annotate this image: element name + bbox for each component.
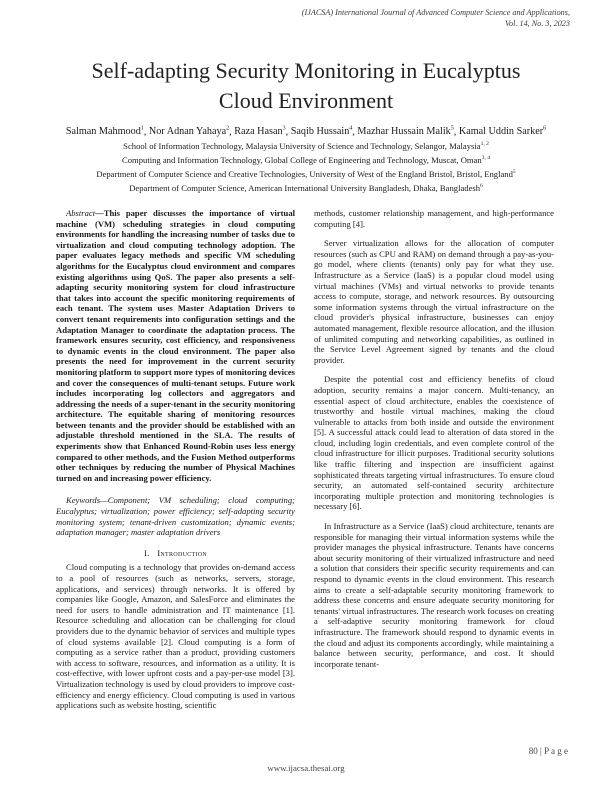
journal-header	[302, 8, 570, 29]
journal-volume: Vol. 14, No. 3, 2023	[504, 18, 570, 28]
section-heading: I. Introduction	[143, 547, 208, 558]
journal-url: www.ijacsa.thesai.org	[267, 763, 345, 773]
page-number: 80 | P a g e	[528, 746, 568, 756]
abstract-label: Abstract	[66, 208, 96, 218]
author-list: Salman Mahmood$^1$, Nor Adnan Yahaya$^2$, Raza Hasan$^3$, Saqib Hussain$^4$, Mazhar Hussain Malik$^5$, Kamal Uddin Sarker$^6$	[65, 126, 547, 138]
paragraph: Server virtualization allows for the allocation of computer resources (such as CPU and RAM) on demand through a pay-as-you-go model, where clients (tenants) only pay for what they use. Infrastructure as a Service (IaaS) is a popular cloud model using virtual machines (VMs) and virtual networks to provide tenants access to compute, storage, and network resources. By outsourcing some information systems through the virtual infrastructure on the cloud provider's physical infrastructure, businesses can enjoy automated management, flexible resource allocation, and the illusion of unlimited computing and networking capabilities, as outlined in the Service Level Agreement signed by tenants and the cloud provider.	[314, 238, 554, 365]
abstract: Abstract—This paper discusses the importance of virtual machine (VM) scheduling strategies in cloud computing environments for handling the increasing number of tasks due to virtualization and cloud computing technology adoption. The paper evaluates legacy methods and specific VM scheduling algorithms for the Eucalyptus cloud environment and compares existing algorithms using QoS. The paper also presents a self-adapting security monitoring system for cloud infrastructure that takes into account the specific monitoring requirements of each tenant. The system uses Master Adaptation Drivers to convert tenant requirements into configuration settings and the Adaptation Manager to coordinate the adaptation process. The framework ensures security, cost efficiency, and responsiveness to dynamic events in the cloud environment. The paper also presents the need for improvement in the current security monitoring platform to support more types of monitoring devices and cover the consequences of multi-tenant setups. Future work includes incorporating log collectors and aggregators and addressing the needs of a super-tenant in the security monitoring architecture. The equitable sharing of monitoring resources between tenants and the provider should be established with an adjustable threshold mentioned in the SLA. The results of experiments show that Enhanced Round-Robin uses less energy compared to other methods, and the Fusion Method outperforms other techniques by reducing the number of Physical Machines turned on and increasing power efficiency.	[56, 208, 296, 483]
author: Mazhar Hussain Malik$^5$	[357, 126, 454, 138]
abstract-text: This paper discusses the importance of virtual machine (VM) scheduling strategies in cloud computing environments for handling the increasing number of tasks due to virtualization and cloud computing technology adoption. The paper evaluates legacy methods and specific VM scheduling algorithms for the Eucalyptus cloud environment and compares existing algorithms using QoS. The paper also presents a self-adapting security monitoring system for cloud infrastructure that takes into account the specific monitoring requirements of each tenant. The system uses Master Adaptation Drivers to convert tenant requirements into configuration settings and the Adaptation Manager to coordinate the adaptation process. The framework ensures security, cost efficiency, and responsiveness to dynamic events in the cloud environment. The paper also presents the need for improvement in the current security monitoring platform to support more types of monitoring devices and cover the consequences of multi-tenant setups. Future work includes incorporating log collectors and aggregators and addressing the needs of a super-tenant in the security monitoring architecture. The equitable sharing of monitoring resources between tenants and the provider should be established with an adjustable threshold mentioned in the SLA. The results of experiments show that Enhanced Round-Robin uses less energy compared to other methods, and the Fusion Method outperforms other techniques by reducing the number of Physical Machines turned on and increasing power efficiency.	[56, 208, 296, 483]
author: Nor Adnan Yahaya$^2$	[148, 126, 230, 138]
title-line-1: Self-adapting Security Monitoring in Eucalyptus	[91, 58, 521, 83]
paragraph-continuation: methods, customer relationship management, and high-performance computing [4].	[314, 208, 554, 229]
affiliation: Department of Computer Science, American International University Bangladesh, Dhaka, Bangladesh$^6$	[129, 182, 483, 193]
affiliation: Computing and Information Technology, Global College of Engineering and Technology, Muscat, Oman$^{3, 4}$	[122, 154, 490, 165]
paper-title	[60, 56, 552, 116]
paragraph: In Infrastructure as a Service (IaaS) cloud architecture, tenants are responsible for managing their virtual information systems while the provider manages the physical infrastructure. Tenants have concerns about security monitoring of their virtualized infrastructure and need a solution that considers their specific security requirements and can respond to dynamic events in the cloud environment. This research aims to create a self-adaptable security monitoring framework to address these concerns and ensure adequate security monitoring for tenants' virtual infrastructures. The research work focuses on creating a self-adaptive security monitoring framework for cloud infrastructure. The framework should respond to dynamic events in the cloud and adjust its components accordingly, while maintaining a balance between security, performance, and cost. It should incorporate tenant-	[314, 521, 554, 669]
author: Salman Mahmood$^1$	[65, 126, 144, 138]
keywords-label: Keywords	[66, 495, 101, 506]
author: Raza Hasan$^3$	[234, 126, 286, 138]
author: Kamal Uddin Sarker$^6$	[458, 126, 547, 138]
keywords-text: Component; VM scheduling; cloud computing; Eucalyptus; virtualization; power efficiency; self-adapting security monitoring system; tenant-driven customization; dynamic events; adaptation manager; master adaptation drivers	[56, 495, 295, 538]
paragraph: Cloud computing is a technology that provides on-demand access to a pool of resources (such as networks, servers, storage, applications, and services) through networks. It is offered by companies like Google, Amazon, and SalesForce and eliminates the need for users to handle administration and IT maintenance [1]. Resource scheduling and allocation can be challenging for cloud providers due to the dynamic behavior of services and multiple types of cloud systems available [2]. Cloud computing is a form of computing as a service rather than a product, providing customers with access to software, resources, and information as a utility. It is cost-effective, with lower upfront costs and a pay-per-use model [3]. Virtualization technology is used by cloud providers to improve cost-efficiency and energy efficiency. Cloud computing is used in various applications such as website hosting, scientific	[56, 562, 295, 711]
paragraph: Despite the potential cost and efficiency benefits of cloud adoption, security remains a major concern. Multi-tenancy, an essential aspect of cloud architecture, enables the coexistence of trustworthy and hostile virtual machines, making the cloud vulnerable to attacks from both inside and outside the environment [5]. A successful attack could lead to alteration of data stored in the cloud, including login credentials, and even complete control of the cloud infrastructure for illicit purposes. Traditional security solutions like traffic filtering and inspection are insufficient against sophisticated threats targeting virtual infrastructures. To ensure cloud security, an automated self-contained security architecture incorporating multiple protection and monitoring technologies is necessary [6].	[314, 374, 554, 512]
keywords: Keywords—Component; VM scheduling; cloud computing; Eucalyptus; virtualization; power efficiency; self-adapting security monitoring system; tenant-driven customization; dynamic events; adaptation manager; master adaptation drivers	[56, 495, 295, 538]
section-title: Introduction	[157, 547, 208, 558]
affiliation-list	[20, 138, 592, 193]
affiliation: School of Information Technology, Malaysia University of Science and Technology, Selangor, Malaysia$^{1, 2}$	[123, 140, 489, 151]
journal-name: (IJACSA) International Journal of Advanced Computer Science and Applications,	[301, 8, 570, 17]
author: Saqib Hussain$^4$	[290, 126, 353, 138]
left-column	[56, 208, 295, 720]
affiliation: Department of Computer Science and Creative Technologies, University of West of the England Bristol, Bristol, England$^5$	[96, 168, 516, 179]
right-column	[314, 208, 554, 678]
title-line-2: Cloud Environment	[218, 88, 394, 113]
